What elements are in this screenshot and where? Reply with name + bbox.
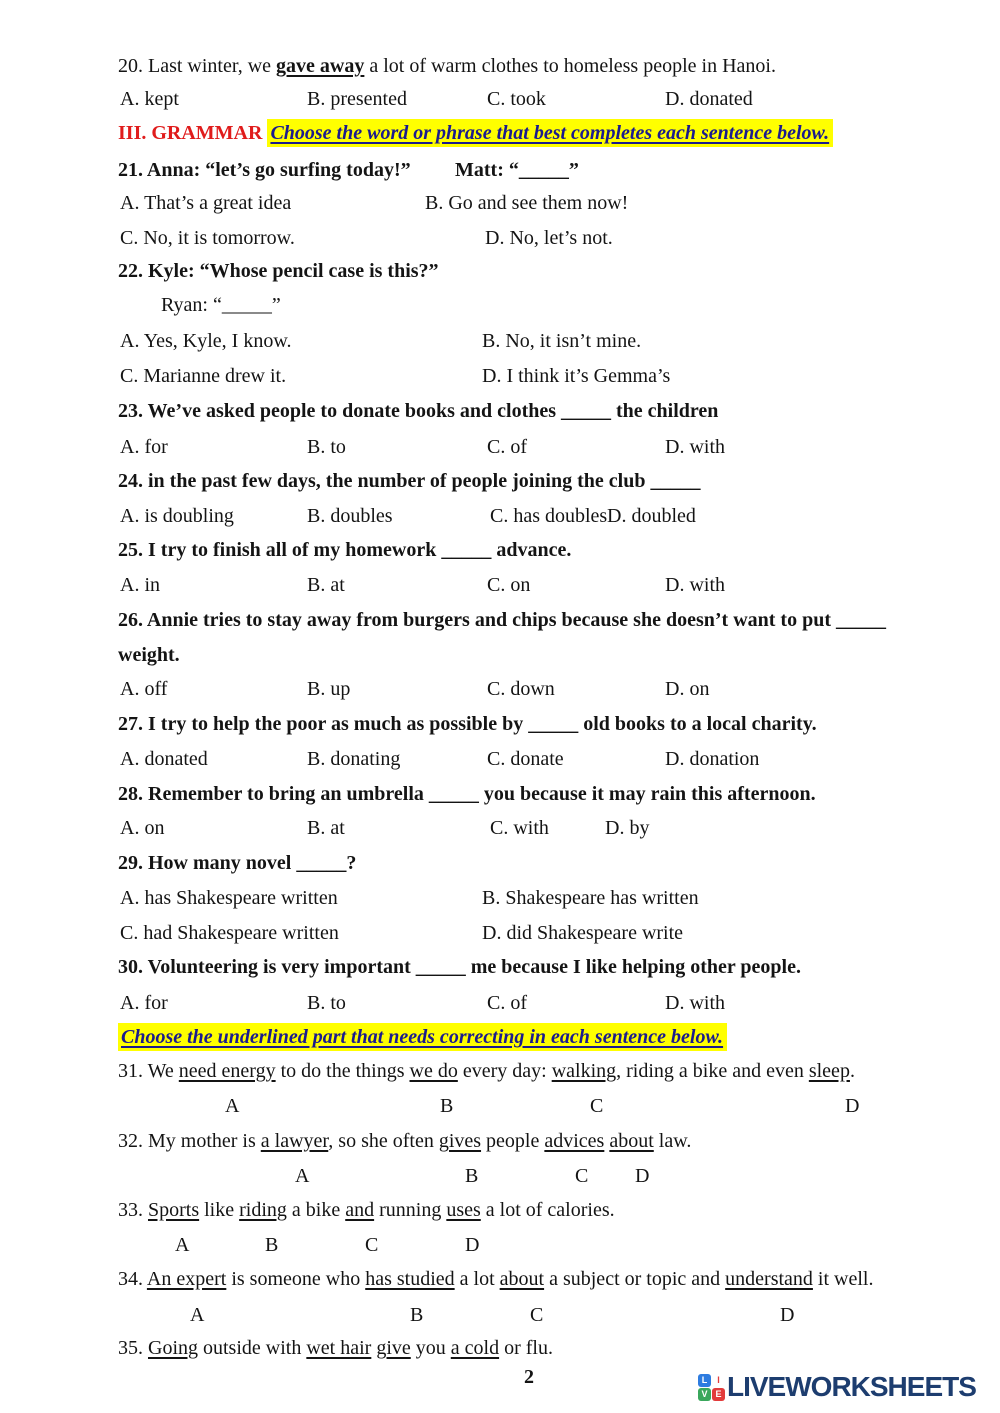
question-31-stem-seg-8: . (849, 1060, 855, 1082)
question-29-options-row-1 (118, 881, 960, 915)
question-33-stem-seg-4: a bike (286, 1199, 346, 1221)
question-34-letters-B[interactable]: B (410, 1304, 424, 1326)
question-33-stem-seg-5: and (345, 1199, 375, 1221)
question-31-stem-seg-7: sleep (808, 1060, 850, 1082)
question-25-options-B[interactable]: B. at (307, 574, 345, 596)
question-32-stem-seg-1: a lawyer (260, 1130, 329, 1152)
question-34-letters-D[interactable]: D (780, 1304, 795, 1326)
question-33-stem-seg-6: running (374, 1199, 447, 1221)
question-34-stem-seg-4: a lot (454, 1268, 500, 1290)
question-21-options-row-2 (118, 221, 960, 255)
question-34-letters-C[interactable]: C (530, 1304, 544, 1326)
question-27-options-D[interactable]: D. donation (665, 748, 760, 770)
question-24-options-A[interactable]: A. is doubling (120, 505, 234, 527)
question-20-stem-seg-0: 20. Last winter, we (118, 55, 277, 77)
question-21-stem-2: 21. Anna: “let’s go surfing today!” (118, 159, 411, 181)
question-27-stem (118, 707, 960, 741)
question-30-options-C[interactable]: C. of (487, 992, 527, 1014)
question-22-stem-line-2 (118, 288, 960, 322)
grammar-section-header (118, 116, 960, 150)
question-28-options-A[interactable]: A. on (120, 817, 165, 839)
question-29-stem (118, 846, 960, 880)
question-24-options (118, 499, 960, 533)
question-26-options-D[interactable]: D. on (665, 678, 710, 700)
question-33-letters (118, 1228, 960, 1262)
question-27-options-B[interactable]: B. donating (307, 748, 401, 770)
question-23-stem (118, 394, 960, 428)
question-28-options-D[interactable]: D. by (605, 817, 650, 839)
question-32-stem-seg-8: law. (653, 1130, 692, 1152)
question-31-letters-A[interactable]: A (225, 1095, 240, 1117)
logo-square-l: L (698, 1374, 711, 1387)
question-28-stem (118, 777, 960, 811)
question-31-letters-C[interactable]: C (590, 1095, 604, 1117)
question-28-options-C[interactable]: C. with (490, 817, 549, 839)
question-34-stem-seg-2: is someone who (226, 1268, 366, 1290)
logo-square-e: E (712, 1388, 725, 1401)
question-31-letters-B[interactable]: B (440, 1095, 454, 1117)
question-31-stem-seg-5: walking (551, 1060, 617, 1082)
liveworksheets-logo[interactable] (698, 1373, 976, 1401)
question-34-stem-seg-6: a subject or topic and (544, 1268, 726, 1290)
question-35-stem-seg-3: wet hair (306, 1337, 372, 1359)
question-28-options (118, 811, 960, 845)
question-30-options-B[interactable]: B. to (307, 992, 346, 1014)
page-number: 2 (524, 1366, 534, 1388)
question-27-options-C[interactable]: C. donate (487, 748, 564, 770)
question-25-options-C[interactable]: C. on (487, 574, 531, 596)
question-35-stem-seg-5: give (376, 1337, 411, 1359)
question-35-stem-seg-6: you (410, 1337, 451, 1359)
question-27-options-A[interactable]: A. donated (120, 748, 208, 770)
question-27-stem-seg-0: 27. I try to help the poor as much as possible by _____ old books to a local charity. (118, 713, 817, 735)
question-21-options-row-2-D[interactable]: D. No, let’s not. (485, 227, 613, 249)
question-23-options-C[interactable]: C. of (487, 436, 527, 458)
question-33-stem-seg-1: Sports (148, 1199, 200, 1221)
question-26-options (118, 672, 960, 706)
question-23-options-D[interactable]: D. with (665, 436, 725, 458)
question-31-stem (118, 1054, 960, 1088)
question-20-options-A[interactable]: A. kept (120, 88, 179, 110)
question-32-stem (118, 1124, 960, 1158)
question-22-stem (118, 254, 960, 288)
question-22-stem-seg-0: 22. Kyle: “Whose pencil case is this?” (118, 260, 439, 282)
question-21-options-row-2-C[interactable]: C. No, it is tomorrow. (120, 227, 295, 249)
question-33-letters-A[interactable]: A (175, 1234, 190, 1256)
liveworksheets-logo-text: LIVEWORKSHEETS (727, 1371, 976, 1402)
question-21-stem-M: Matt: “_____” (455, 159, 579, 181)
question-33-stem-seg-3: riding (239, 1199, 287, 1221)
question-22-options-row-1-A[interactable]: A. Yes, Kyle, I know. (120, 330, 292, 352)
grammar-section-header-seg-0: III. GRAMMAR (118, 122, 268, 144)
question-24-options-B[interactable]: B. doubles (307, 505, 393, 527)
question-31-stem-seg-4: every day: (457, 1060, 552, 1082)
question-25-options (118, 568, 960, 602)
question-24-stem-seg-0: 24. in the past few days, the number of people joining the club _____ (118, 470, 701, 492)
question-34-stem (118, 1262, 960, 1296)
question-21-stem (118, 153, 960, 187)
error-correction-instruction-seg-0: Choose the underlined part that needs correcting in each sentence below. (118, 1023, 727, 1051)
question-31-stem-seg-6: , riding a bike and even (616, 1060, 809, 1082)
question-22-stem-line-2-R: Ryan: “_____” (161, 294, 281, 316)
question-24-options-C[interactable]: C. has doubles (490, 505, 608, 527)
question-34-stem-seg-1: An expert (146, 1268, 227, 1290)
question-23-options-A[interactable]: A. for (120, 436, 168, 458)
question-32-stem-seg-2: , so she often (328, 1130, 439, 1152)
question-21-options-row-1 (118, 186, 960, 220)
question-34-stem-seg-5: about (499, 1268, 545, 1290)
question-20-options-B[interactable]: B. presented (307, 88, 407, 110)
question-32-stem-seg-0: 32. My mother is (118, 1130, 261, 1152)
question-28-stem-seg-0: 28. Remember to bring an umbrella _____ you because it may rain this afternoon. (118, 783, 816, 805)
question-35-stem-seg-2: outside with (198, 1337, 307, 1359)
question-35-stem (118, 1331, 960, 1365)
question-32-letters-C[interactable]: C (575, 1165, 589, 1187)
question-28-options-B[interactable]: B. at (307, 817, 345, 839)
question-21-options-row-1-A[interactable]: A. That’s a great idea (120, 192, 292, 214)
question-33-stem-seg-8: a lot of calories. (480, 1199, 615, 1221)
question-24-options-D[interactable]: D. doubled (607, 505, 696, 527)
question-34-stem-seg-7: understand (725, 1268, 813, 1290)
question-23-options-B[interactable]: B. to (307, 436, 346, 458)
question-26-options-C[interactable]: C. down (487, 678, 555, 700)
question-35-stem-seg-7: a cold (450, 1337, 500, 1359)
question-31-stem-seg-0: 31. We (118, 1060, 179, 1082)
question-33-stem-seg-2: like (199, 1199, 240, 1221)
question-31-stem-seg-1: need energy (178, 1060, 276, 1082)
logo-square-i: I (712, 1374, 725, 1387)
question-20-stem (118, 49, 960, 83)
question-33-letters-B[interactable]: B (265, 1234, 279, 1256)
question-26-stem-line-2 (118, 638, 960, 672)
question-33-stem (118, 1193, 960, 1227)
question-21-options-row-1-B[interactable]: B. Go and see them now! (425, 192, 629, 214)
question-29-options-row-2-C[interactable]: C. had Shakespeare written (120, 922, 339, 944)
question-31-letters (118, 1089, 960, 1123)
question-20-stem-seg-2: a lot of warm clothes to homeless people in Hanoi. (364, 55, 776, 77)
question-32-stem-seg-4: people (481, 1130, 545, 1152)
question-26-options-A[interactable]: A. off (120, 678, 168, 700)
logo-square-v: V (698, 1388, 711, 1401)
question-22-options-row-2 (118, 359, 960, 393)
question-35-stem-seg-1: Going (148, 1337, 198, 1359)
grammar-section-header-seg-1: Choose the word or phrase that best completes each sentence below. (267, 119, 833, 147)
question-34-stem-seg-3: has studied (365, 1268, 455, 1290)
question-31-stem-seg-3: we do (409, 1060, 458, 1082)
question-32-letters-B[interactable]: B (465, 1165, 479, 1187)
question-30-options (118, 986, 960, 1020)
question-23-stem-seg-0: 23. We’ve asked people to donate books and clothes _____ the children (118, 400, 719, 422)
question-34-stem-seg-0: 34. (118, 1268, 147, 1290)
question-29-options-row-2-D[interactable]: D. did Shakespeare write (482, 922, 684, 944)
question-32-stem-seg-7: about (609, 1130, 654, 1152)
question-25-options-A[interactable]: A. in (120, 574, 160, 596)
question-29-options-row-1-B[interactable]: B. Shakespeare has written (482, 887, 699, 909)
question-20-options (118, 82, 960, 116)
question-22-options-row-1 (118, 324, 960, 358)
question-30-options-D[interactable]: D. with (665, 992, 725, 1014)
question-20-options-C[interactable]: C. took (487, 88, 546, 110)
question-31-letters-D[interactable]: D (845, 1095, 860, 1117)
question-26-stem-line-2-seg-0: weight. (118, 644, 180, 666)
question-32-stem-seg-3: gives (438, 1130, 482, 1152)
question-25-stem-seg-0: 25. I try to finish all of my homework _____ advance. (118, 539, 572, 561)
question-23-options (118, 430, 960, 464)
question-30-stem (118, 950, 960, 984)
question-32-letters (118, 1159, 960, 1193)
question-32-stem-seg-5: advices (544, 1130, 605, 1152)
question-27-options (118, 742, 960, 776)
question-33-letters-C[interactable]: C (365, 1234, 379, 1256)
question-29-options-row-1-A[interactable]: A. has Shakespeare written (120, 887, 338, 909)
question-25-options-D[interactable]: D. with (665, 574, 725, 596)
question-31-stem-seg-2: to do the things (275, 1060, 410, 1082)
question-34-stem-seg-8: it well. (812, 1268, 874, 1290)
question-30-stem-seg-0: 30. Volunteering is very important _____ me because I like helping other people. (118, 956, 801, 978)
question-29-stem-seg-0: 29. How many novel _____? (118, 852, 357, 874)
question-22-options-row-1-B[interactable]: B. No, it isn’t mine. (482, 330, 642, 352)
question-35-stem-seg-8: or flu. (499, 1337, 553, 1359)
question-33-stem-seg-7: uses (446, 1199, 481, 1221)
question-24-stem (118, 464, 960, 498)
question-20-stem-seg-1: gave away (276, 55, 365, 77)
question-32-letters-A[interactable]: A (295, 1165, 310, 1187)
question-34-letters-A[interactable]: A (190, 1304, 205, 1326)
question-22-options-row-2-C[interactable]: C. Marianne drew it. (120, 365, 287, 387)
question-26-stem (118, 603, 960, 637)
question-20-options-D[interactable]: D. donated (665, 88, 753, 110)
question-26-options-B[interactable]: B. up (307, 678, 351, 700)
question-22-options-row-2-D[interactable]: D. I think it’s Gemma’s (482, 365, 671, 387)
question-29-options-row-2 (118, 916, 960, 950)
question-33-stem-seg-0: 33. (118, 1199, 148, 1221)
question-35-stem-seg-0: 35. (118, 1337, 148, 1359)
question-30-options-A[interactable]: A. for (120, 992, 168, 1014)
question-26-stem-seg-0: 26. Annie tries to stay away from burgers and chips because she doesn’t want to put _____ (118, 609, 886, 631)
question-34-letters (118, 1298, 960, 1332)
question-33-letters-D[interactable]: D (465, 1234, 480, 1256)
question-32-letters-D[interactable]: D (635, 1165, 650, 1187)
question-25-stem (118, 533, 960, 567)
error-correction-instruction (118, 1020, 960, 1054)
liveworksheets-logo-icon (698, 1374, 725, 1401)
